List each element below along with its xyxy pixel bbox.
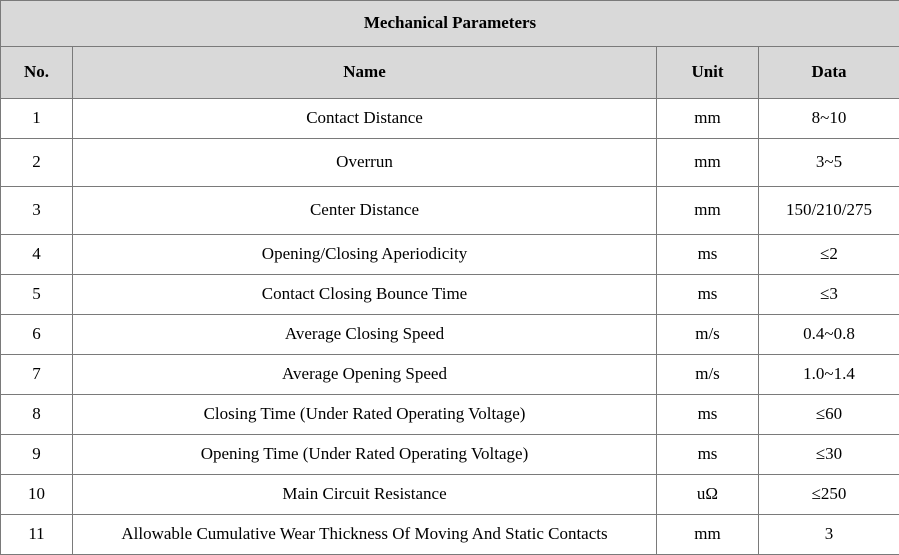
table-row <box>1 355 899 395</box>
cell-no: 6 <box>1 315 73 355</box>
cell-no: 3 <box>1 187 73 235</box>
header-data: Data <box>759 47 899 99</box>
table-row <box>1 395 899 435</box>
cell-name: Allowable Cumulative Wear Thickness Of Moving And Static Contacts <box>73 515 657 555</box>
cell-no: 2 <box>1 139 73 187</box>
cell-unit: ms <box>657 235 759 275</box>
cell-name: Average Opening Speed <box>73 355 657 395</box>
cell-unit: m/s <box>657 315 759 355</box>
cell-data: 3~5 <box>759 139 899 187</box>
header-unit: Unit <box>657 47 759 99</box>
cell-data: 150/210/275 <box>759 187 899 235</box>
table-row <box>1 435 899 475</box>
cell-unit: mm <box>657 187 759 235</box>
cell-data: 1.0~1.4 <box>759 355 899 395</box>
cell-data: 8~10 <box>759 99 899 139</box>
table-row <box>1 315 899 355</box>
cell-unit: mm <box>657 139 759 187</box>
cell-name: Average Closing Speed <box>73 315 657 355</box>
cell-data: ≤2 <box>759 235 899 275</box>
header-name: Name <box>73 47 657 99</box>
table-title: Mechanical Parameters <box>1 1 899 47</box>
cell-data: 0.4~0.8 <box>759 315 899 355</box>
cell-name: Closing Time (Under Rated Operating Voltage) <box>73 395 657 435</box>
cell-name: Opening Time (Under Rated Operating Voltage) <box>73 435 657 475</box>
cell-no: 7 <box>1 355 73 395</box>
table-row <box>1 99 899 139</box>
table-row <box>1 275 899 315</box>
cell-unit: mm <box>657 515 759 555</box>
cell-no: 4 <box>1 235 73 275</box>
cell-no: 10 <box>1 475 73 515</box>
cell-unit: m/s <box>657 355 759 395</box>
table-row <box>1 139 899 187</box>
header-no: No. <box>1 47 73 99</box>
table-row <box>1 187 899 235</box>
table-header-row <box>1 47 899 99</box>
cell-data: 3 <box>759 515 899 555</box>
cell-name: Opening/Closing Aperiodicity <box>73 235 657 275</box>
table-title-row <box>1 1 899 47</box>
cell-unit: ms <box>657 435 759 475</box>
table-row <box>1 475 899 515</box>
cell-unit: uΩ <box>657 475 759 515</box>
cell-data: ≤30 <box>759 435 899 475</box>
table-row <box>1 235 899 275</box>
cell-no: 8 <box>1 395 73 435</box>
cell-name: Contact Distance <box>73 99 657 139</box>
cell-no: 9 <box>1 435 73 475</box>
cell-data: ≤250 <box>759 475 899 515</box>
cell-name: Contact Closing Bounce Time <box>73 275 657 315</box>
cell-unit: mm <box>657 99 759 139</box>
cell-no: 5 <box>1 275 73 315</box>
cell-no: 11 <box>1 515 73 555</box>
cell-unit: ms <box>657 395 759 435</box>
cell-no: 1 <box>1 99 73 139</box>
cell-data: ≤60 <box>759 395 899 435</box>
cell-unit: ms <box>657 275 759 315</box>
cell-data: ≤3 <box>759 275 899 315</box>
cell-name: Main Circuit Resistance <box>73 475 657 515</box>
cell-name: Overrun <box>73 139 657 187</box>
table-row <box>1 515 899 555</box>
cell-name: Center Distance <box>73 187 657 235</box>
